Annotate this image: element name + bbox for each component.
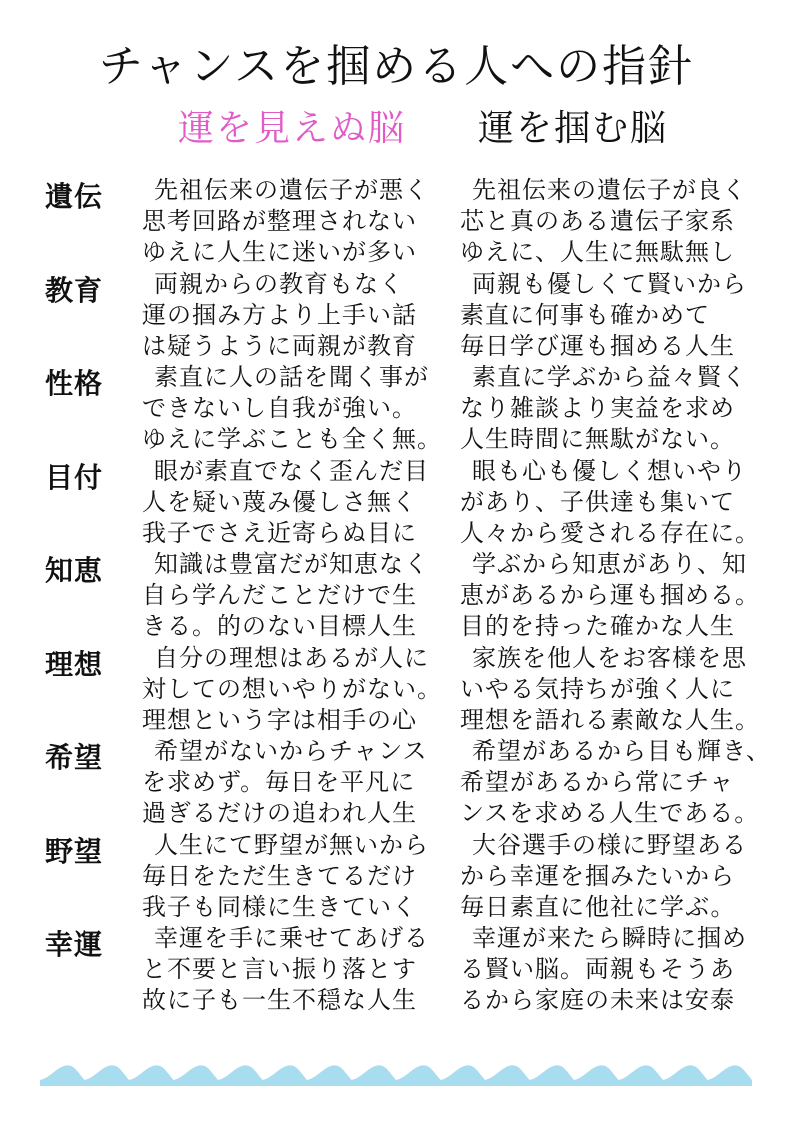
- cell-line: 運の掴み方より上手い話: [142, 300, 417, 329]
- left-column-cell: [142, 830, 452, 923]
- row-heading: 知恵: [45, 554, 104, 587]
- right-column-cell: [460, 643, 770, 736]
- page-title: チャンスを掴める人への指針: [98, 41, 695, 92]
- row-heading: 幸運: [45, 928, 104, 961]
- cell-line: 故に子も一生不穏な人生: [142, 986, 417, 1014]
- cell-line: 学ぶから知恵があり、知: [472, 550, 747, 578]
- cell-line: 毎日をただ生きてるだけ: [142, 861, 417, 890]
- cell-line: 素直に何事も確かめて: [460, 300, 710, 329]
- left-column-cell: [142, 175, 452, 268]
- cell-line: 先祖伝来の遺伝子が悪く: [154, 176, 429, 204]
- right-column-cell: [460, 175, 770, 268]
- cell-line: 知識は豊富だが知恵なく: [154, 550, 429, 578]
- cell-line: 希望があるから常にチャ: [460, 768, 735, 796]
- cell-line: 先祖伝来の遺伝子が良く: [472, 176, 747, 204]
- cell-line: 両親からの教育もなく: [154, 269, 404, 298]
- cell-line: 人生にて野望が無いから: [154, 830, 429, 859]
- cell-line: 対しての想いやりがない。: [142, 674, 442, 703]
- cell-line: るから家庭の未来は安泰: [460, 986, 735, 1014]
- row-heading: 遺伝: [45, 180, 104, 213]
- cell-line: 毎日素直に他社に学ぶ。: [460, 892, 736, 921]
- cell-line: を求めず。毎日を平凡に: [142, 768, 416, 796]
- row-heading: 野望: [45, 834, 104, 868]
- left-column-cell: [142, 362, 452, 455]
- row-heading: 希望: [45, 741, 104, 774]
- cell-line: 我子でさえ近寄らぬ目に: [142, 518, 417, 547]
- cell-line: 我子も同様に生きていく: [142, 892, 417, 921]
- cell-line: 芯と真のある遺伝子家系: [460, 207, 735, 235]
- cell-line: は疑うように両親が教育: [142, 331, 417, 360]
- cell-line: 理想という字は相手の心: [142, 705, 417, 734]
- cell-line: ゆえに、人生に無駄無し: [460, 238, 735, 266]
- cell-line: 自ら学んだことだけで生: [142, 581, 417, 609]
- cell-line: から幸運を掴みたいから: [460, 861, 735, 890]
- subtitle-left: 運を見えぬ脳: [178, 108, 407, 149]
- cell-line: があり、子供達も集いて: [460, 487, 735, 516]
- left-column-cell: [142, 456, 452, 549]
- wave-decoration: [40, 1040, 752, 1090]
- cell-line: 眼も心も優しく想いやり: [472, 456, 747, 485]
- cell-line: 大谷選手の様に野望ある: [472, 830, 747, 859]
- subtitle-right: 運を掴む脳: [478, 108, 669, 149]
- right-column-cell: [460, 736, 770, 829]
- right-column-cell: [460, 362, 770, 455]
- cell-line: 眼が素直でなく歪んだ目: [154, 456, 429, 485]
- cell-line: 恵があるから運も掴める。: [460, 581, 760, 609]
- cell-line: 自分の理想はあるが人に: [154, 643, 429, 672]
- row-heading: 目付: [45, 460, 104, 494]
- right-column-cell: [460, 923, 770, 1016]
- left-column-cell: [142, 736, 452, 829]
- cell-line: 幸運を手に乗せてあげる: [154, 924, 429, 952]
- left-column-cell: [142, 549, 452, 642]
- cell-line: ゆえに学ぶことも全く無。: [142, 425, 442, 453]
- cell-line: 思考回路が整理されない: [142, 207, 417, 235]
- cell-line: できないし自我が強い。: [142, 394, 417, 422]
- left-column-cell: [142, 923, 452, 1016]
- right-column-cell: [460, 456, 770, 549]
- left-column-cell: [142, 269, 452, 362]
- cell-line: きる。的のない目標人生: [142, 612, 417, 640]
- cell-line: 両親も優しくて賢いから: [472, 269, 747, 298]
- right-column-cell: [460, 549, 770, 642]
- row-heading: 理想: [45, 647, 104, 681]
- right-column-cell: [460, 830, 770, 923]
- cell-line: 毎日学び運も掴める人生: [460, 331, 735, 360]
- cell-line: 人を疑い蔑み優しさ無く: [142, 487, 417, 516]
- cell-line: 家族を他人をお客様を思: [472, 643, 747, 672]
- cell-line: 希望がないからチャンス: [154, 737, 428, 765]
- right-column-cell: [460, 269, 770, 362]
- cell-line: 人々から愛される存在に。: [460, 518, 760, 547]
- cell-line: 希望があるから目も輝き、: [472, 737, 772, 765]
- cell-line: 人生時間に無駄がない。: [460, 425, 735, 453]
- cell-line: と不要と言い振り落とす: [142, 955, 417, 983]
- cell-line: いやる気持ちが強く人に: [460, 674, 735, 703]
- cell-line: 素直に学ぶから益々賢く: [472, 363, 747, 391]
- row-heading: 教育: [45, 273, 104, 307]
- cell-line: 目的を持った確かな人生: [460, 612, 735, 640]
- cell-line: 幸運が来たら瞬時に掴め: [472, 924, 747, 952]
- cell-line: 理想を語れる素敵な人生。: [460, 705, 760, 734]
- cell-line: ゆえに人生に迷いが多い: [142, 238, 417, 266]
- left-column-cell: [142, 643, 452, 736]
- cell-line: ンスを求める人生である。: [460, 799, 760, 827]
- row-heading: 性格: [45, 367, 104, 400]
- cell-line: 素直に人の話を聞く事が: [154, 363, 429, 391]
- cell-line: る賢い脳。両親もそうあ: [460, 955, 735, 983]
- cell-line: 過ぎるだけの追われ人生: [142, 799, 417, 827]
- cell-line: なり雑談より実益を求め: [460, 394, 735, 422]
